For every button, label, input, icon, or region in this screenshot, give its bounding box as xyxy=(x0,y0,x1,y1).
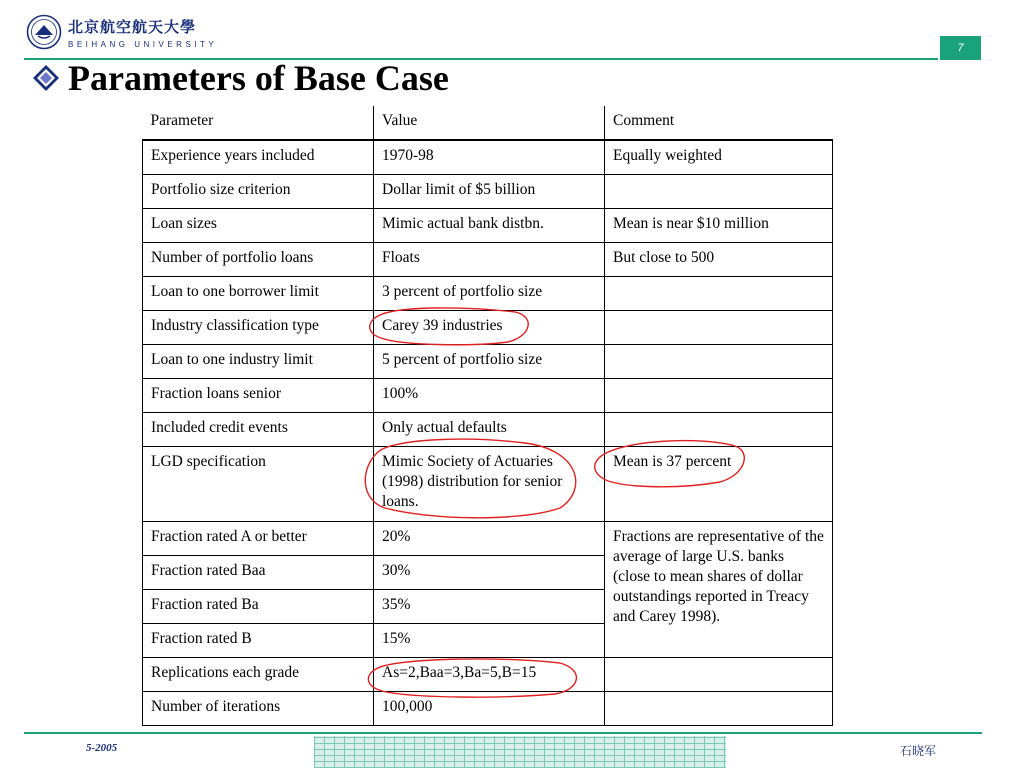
footer-pattern xyxy=(314,736,726,768)
column-header-comment: Comment xyxy=(605,106,833,140)
parameter-cell: Fraction rated Ba xyxy=(143,590,374,624)
footer-date: 5-2005 xyxy=(86,742,118,754)
comment-cell xyxy=(605,379,833,413)
comment-cell xyxy=(605,692,833,726)
table-row xyxy=(143,413,833,447)
parameter-cell: Industry classification type xyxy=(143,311,374,345)
comment-cell: Equally weighted xyxy=(605,140,833,175)
parameter-cell: Fraction loans senior xyxy=(143,379,374,413)
comment-cell: Mean is 37 percent xyxy=(605,447,833,522)
table-row xyxy=(143,277,833,311)
comment-cell: But close to 500 xyxy=(605,243,833,277)
table-header-row xyxy=(143,106,833,140)
table-row xyxy=(143,209,833,243)
value-cell: 5 percent of portfolio size xyxy=(374,345,605,379)
table-row xyxy=(143,522,833,556)
parameter-cell: Fraction rated Baa xyxy=(143,556,374,590)
table-row xyxy=(143,447,833,522)
comment-cell xyxy=(605,175,833,209)
comment-cell xyxy=(605,413,833,447)
parameter-cell: Loan to one borrower limit xyxy=(143,277,374,311)
table-row xyxy=(143,692,833,726)
value-cell: Dollar limit of $5 billion xyxy=(374,175,605,209)
value-cell: 1970-98 xyxy=(374,140,605,175)
university-name-english: BEIHANG UNIVERSITY xyxy=(68,40,218,49)
value-cell: 100% xyxy=(374,379,605,413)
parameter-cell: Number of portfolio loans xyxy=(143,243,374,277)
parameter-cell: Portfolio size criterion xyxy=(143,175,374,209)
parameter-cell: Fraction rated A or better xyxy=(143,522,374,556)
value-cell: 15% xyxy=(374,624,605,658)
value-cell: 35% xyxy=(374,590,605,624)
university-logo-icon xyxy=(26,14,62,50)
comment-cell xyxy=(605,277,833,311)
comment-cell xyxy=(605,658,833,692)
value-cell: Mimic actual bank distbn. xyxy=(374,209,605,243)
value-cell: Carey 39 industries xyxy=(374,311,605,345)
table-row xyxy=(143,311,833,345)
parameter-cell: Number of iterations xyxy=(143,692,374,726)
parameters-table xyxy=(142,106,833,726)
column-header-parameter: Parameter xyxy=(143,106,374,140)
value-cell: Floats xyxy=(374,243,605,277)
university-name-chinese: 北京航空航天大學 xyxy=(68,18,197,36)
parameter-cell: Loan to one industry limit xyxy=(143,345,374,379)
parameter-cell: Included credit events xyxy=(143,413,374,447)
table-row xyxy=(143,140,833,175)
parameter-cell: Loan sizes xyxy=(143,209,374,243)
value-cell: 20% xyxy=(374,522,605,556)
comment-cell xyxy=(605,311,833,345)
page-number: 7 xyxy=(940,36,981,60)
value-cell: 3 percent of portfolio size xyxy=(374,277,605,311)
value-cell: Only actual defaults xyxy=(374,413,605,447)
parameter-cell: Experience years included xyxy=(143,140,374,175)
value-cell: 100,000 xyxy=(374,692,605,726)
parameter-cell: Fraction rated B xyxy=(143,624,374,658)
parameter-cell: LGD specification xyxy=(143,447,374,522)
column-header-value: Value xyxy=(374,106,605,140)
diamond-bullet-icon xyxy=(32,64,60,92)
comment-cell: Mean is near $10 million xyxy=(605,209,833,243)
footer-author: 石晓军 xyxy=(900,744,937,758)
value-cell: Mimic Society of Actuaries (1998) distribution for senior loans. xyxy=(374,447,605,522)
footer-divider xyxy=(24,732,982,734)
comment-cell xyxy=(605,345,833,379)
slide-title: Parameters of Base Case xyxy=(68,58,449,98)
value-cell: As=2,Baa=3,Ba=5,B=15 xyxy=(374,658,605,692)
merged-comment-cell: Fractions are representative of the average of large U.S. banks (close to mean shares of dollar outstandings reported in Treacy and Carey 1998). xyxy=(605,522,833,658)
table-row xyxy=(143,345,833,379)
value-cell: 30% xyxy=(374,556,605,590)
table-row xyxy=(143,175,833,209)
table-row xyxy=(143,379,833,413)
parameter-cell: Replications each grade xyxy=(143,658,374,692)
table-row xyxy=(143,243,833,277)
table-row xyxy=(143,658,833,692)
